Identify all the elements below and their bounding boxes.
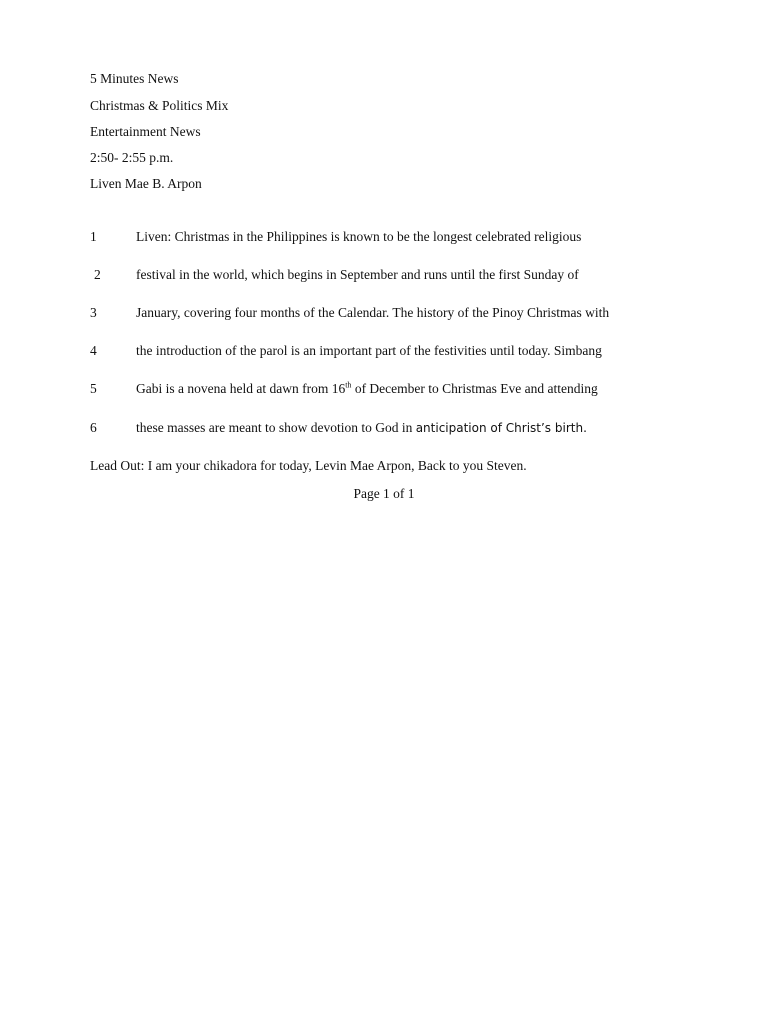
line-number: 1 (90, 229, 97, 244)
line-number: 6 (90, 420, 97, 435)
script-line-text: of December to Christmas Eve and attending (351, 381, 598, 396)
reporter-name: Liven Mae B. Arpon (90, 176, 202, 191)
line-number: 2 (94, 267, 101, 282)
time-slot: 2:50- 2:55 p.m. (90, 150, 174, 165)
segment-title: Christmas & Politics Mix (90, 98, 229, 113)
program-name: 5 Minutes News (90, 71, 179, 86)
script-line-text: Gabi is a novena held at dawn from 16 (136, 381, 346, 396)
script-line-text-sans: anticipation of Christ’s birth. (415, 421, 587, 435)
category: Entertainment News (90, 124, 201, 139)
page-number: Page 1 of 1 (353, 486, 415, 501)
line-number: 4 (90, 343, 97, 358)
line-number: 3 (90, 305, 97, 320)
script-line: Liven: Christmas in the Philippines is known to be the longest celebrated religious (136, 229, 582, 244)
script-line: the introduction of the parol is an important part of the festivities until today. Simbang (136, 343, 602, 358)
lead-out: Lead Out: I am your chikadora for today, Levin Mae Arpon, Back to you Steven. (90, 458, 527, 473)
line-number: 5 (90, 381, 97, 396)
script-line: January, covering four months of the Calendar. The history of the Pinoy Christmas with (136, 305, 610, 320)
script-line: festival in the world, which begins in September and runs until the first Sunday of (136, 267, 579, 282)
script-line (136, 420, 587, 436)
script-line (136, 381, 598, 397)
script-line-text: these masses are meant to show devotion to God in (136, 420, 416, 435)
ordinal-superscript: th (345, 380, 352, 390)
